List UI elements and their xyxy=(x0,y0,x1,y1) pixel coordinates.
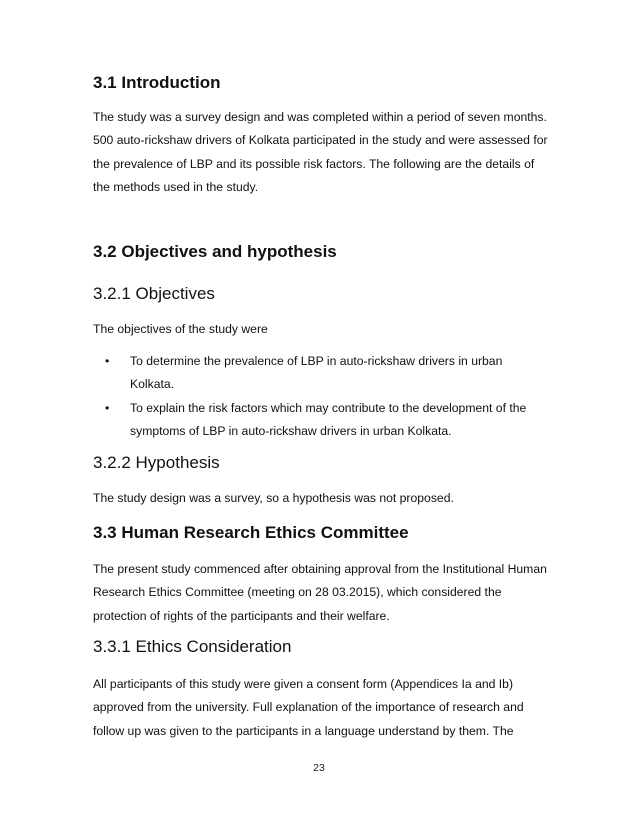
paragraph-line: follow up was given to the participants in a language understand by them. The xyxy=(93,723,514,738)
paragraph-line: the prevalence of LBP and its possible risk factors. The following are the details of xyxy=(93,156,535,171)
ethics-committee-paragraph xyxy=(93,558,563,628)
bullet-item xyxy=(93,397,563,444)
page-number: 23 xyxy=(313,762,325,774)
paragraph-line: The study design was a survey, so a hypothesis was not proposed. xyxy=(93,491,454,505)
subsection-heading-hypothesis: 3.2.2 Hypothesis xyxy=(93,453,220,472)
paragraph-line: the methods used in the study. xyxy=(93,179,259,194)
paragraph-line: approved from the university. Full explanation of the importance of research and xyxy=(93,700,524,715)
paragraph-line: The objectives of the study were xyxy=(93,322,268,336)
bullet-line: To determine the prevalence of LBP in auto-rickshaw drivers in urban xyxy=(130,354,503,368)
subsection-heading-objectives: 3.2.1 Objectives xyxy=(93,284,215,303)
bullet-line: Kolkata. xyxy=(130,377,175,392)
ethics-consideration-paragraph xyxy=(93,673,563,743)
paragraph-line: protection of rights of the participants and their welfare. xyxy=(93,608,390,623)
paragraph-line: Research Ethics Committee (meeting on 28 03.2015), which considered the xyxy=(93,585,502,600)
bullet-icon: • xyxy=(105,400,110,415)
bullet-item xyxy=(93,350,563,397)
paragraph-line: The study was a survey design and was completed within a period of seven months. xyxy=(93,110,547,124)
subsection-heading-ethics-consideration: 3.3.1 Ethics Consideration xyxy=(93,637,292,656)
hypothesis-paragraph xyxy=(93,487,563,510)
section-heading-objectives-hypothesis: 3.2 Objectives and hypothesis xyxy=(93,242,337,261)
objectives-intro-text xyxy=(93,318,563,341)
bullet-line: symptoms of LBP in auto-rickshaw drivers in urban Kolkata. xyxy=(130,423,452,438)
paragraph-line: The present study commenced after obtaining approval from the Institutional Human xyxy=(93,562,547,576)
section-heading-ethics-committee: 3.3 Human Research Ethics Committee xyxy=(93,523,409,542)
paragraph-line: All participants of this study were given a consent form (Appendices Ia and Ib) xyxy=(93,677,514,691)
bullet-line: To explain the risk factors which may contribute to the development of the xyxy=(130,400,527,415)
introduction-paragraph xyxy=(93,106,563,199)
paragraph-line: 500 auto-rickshaw drivers of Kolkata participated in the study and were assessed for xyxy=(93,133,548,148)
section-heading-introduction: 3.1 Introduction xyxy=(93,73,221,92)
bullet-icon: • xyxy=(105,354,110,368)
objectives-bullet-list xyxy=(93,350,563,443)
